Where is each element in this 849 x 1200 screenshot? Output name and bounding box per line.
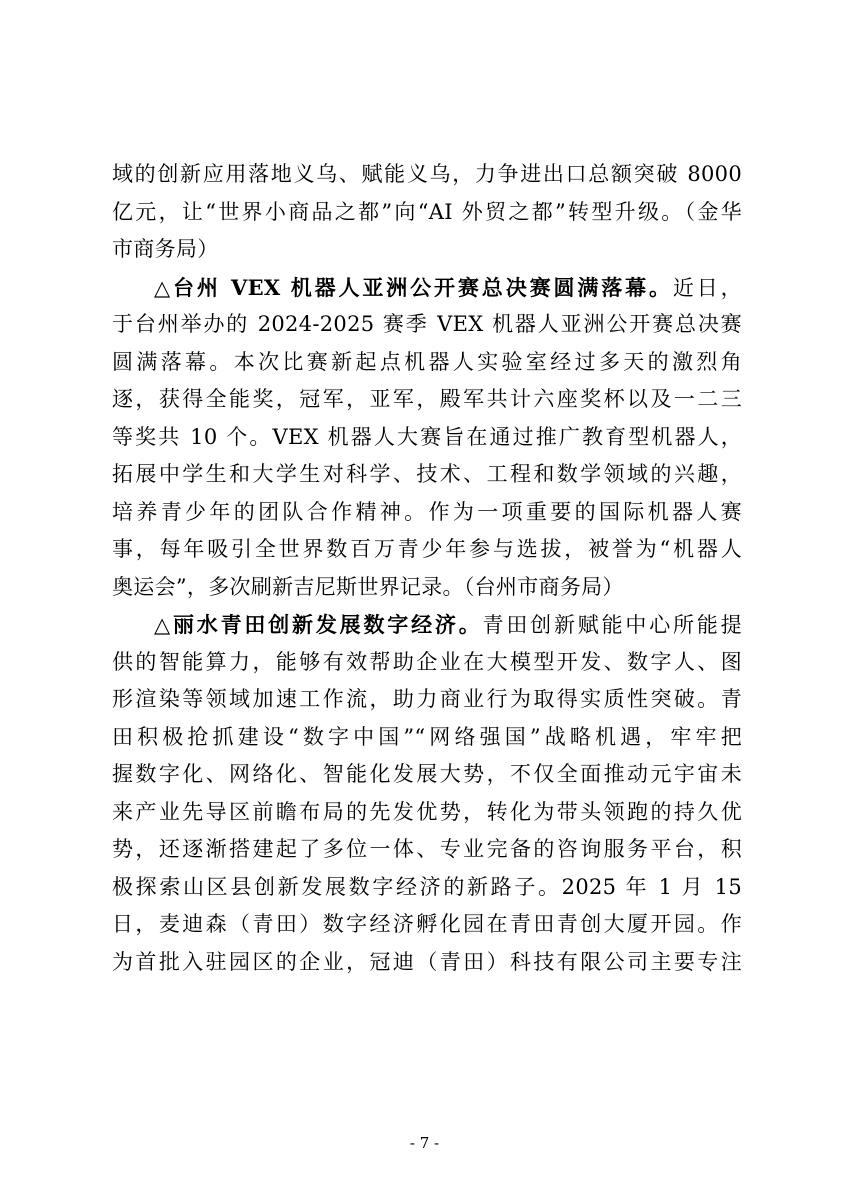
text-line: 奥运会”，多次刷新吉尼斯世界记录。（台州市商务局）: [112, 574, 624, 599]
paragraph-taizhou: [112, 269, 742, 607]
page-number: - 7 -: [409, 1134, 440, 1152]
text-line: 势，还逐渐搭建起了多位一体、专业完备的咨询服务平台，积: [112, 837, 742, 861]
text-line: 握数字化、网络化、智能化发展大势，不仅全面推动元宇宙未: [112, 762, 742, 786]
text-line: 逐，获得全能奖，冠军，亚军，殿军共计六座奖杯以及一二三: [112, 387, 742, 411]
text-line: 培养青少年的团队合作精神。作为一项重要的国际机器人赛: [112, 499, 742, 524]
text-line: [112, 269, 742, 307]
text-line: 供的智能算力，能够有效帮助企业在大模型开发、数字人、图: [112, 649, 742, 674]
text-line: 为首批入驻园区的企业，冠迪（青田）科技有限公司主要专注: [112, 949, 742, 974]
document-body: [112, 156, 742, 981]
text-line: 形渲染等领域加速工作流，助力商业行为取得实质性突破。青: [112, 687, 742, 711]
paragraph-heading: △丽水青田创新发展数字经济。: [154, 612, 483, 637]
text-line: 事，每年吸引全世界数百万青少年参与选拔，被誉为“机器人: [112, 537, 742, 561]
text-line: 圆满落幕。本次比赛新起点机器人实验室经过多天的激烈角: [112, 349, 742, 374]
text-line: 田积极抢抓建设“数字中国”“网络强国”战略机遇，牢牢把: [112, 724, 742, 749]
text-line: 域的创新应用落地义乌、赋能义乌，力争进出口总额突破 8000: [112, 162, 742, 186]
text-line: 拓展中学生和大学生对科学、技术、工程和数学领域的兴趣，: [112, 462, 742, 486]
paragraph-heading: △台州 VEX 机器人亚洲公开赛总决赛圆满落幕。: [154, 274, 673, 300]
text-line: 市商务局）: [112, 237, 219, 261]
text-line: 来产业先导区前瞻布局的先发优势，转化为带头领跑的持久优: [112, 799, 742, 824]
heading-rest: 青田创新赋能中心所能提: [482, 613, 742, 637]
text-line: 极探索山区县创新发展数字经济的新路子。2025 年 1 月 15: [112, 874, 742, 899]
text-line: 日，麦迪森（青田）数字经济孵化园在青田青创大厦开园。作: [112, 912, 742, 936]
paragraph-jinhua: [112, 156, 742, 269]
text-line: 亿元，让“世界小商品之都”向“AI 外贸之都”转型升级。（金华: [112, 199, 742, 224]
text-line: [112, 606, 742, 644]
paragraph-lishui: [112, 606, 742, 981]
text-line: 等奖共 10 个。VEX 机器人大赛旨在通过推广教育型机器人，: [112, 424, 742, 449]
heading-rest: 近日，: [672, 275, 742, 300]
text-line: 于台州举办的 2024-2025 赛季 VEX 机器人亚洲公开赛总决赛: [112, 312, 742, 336]
